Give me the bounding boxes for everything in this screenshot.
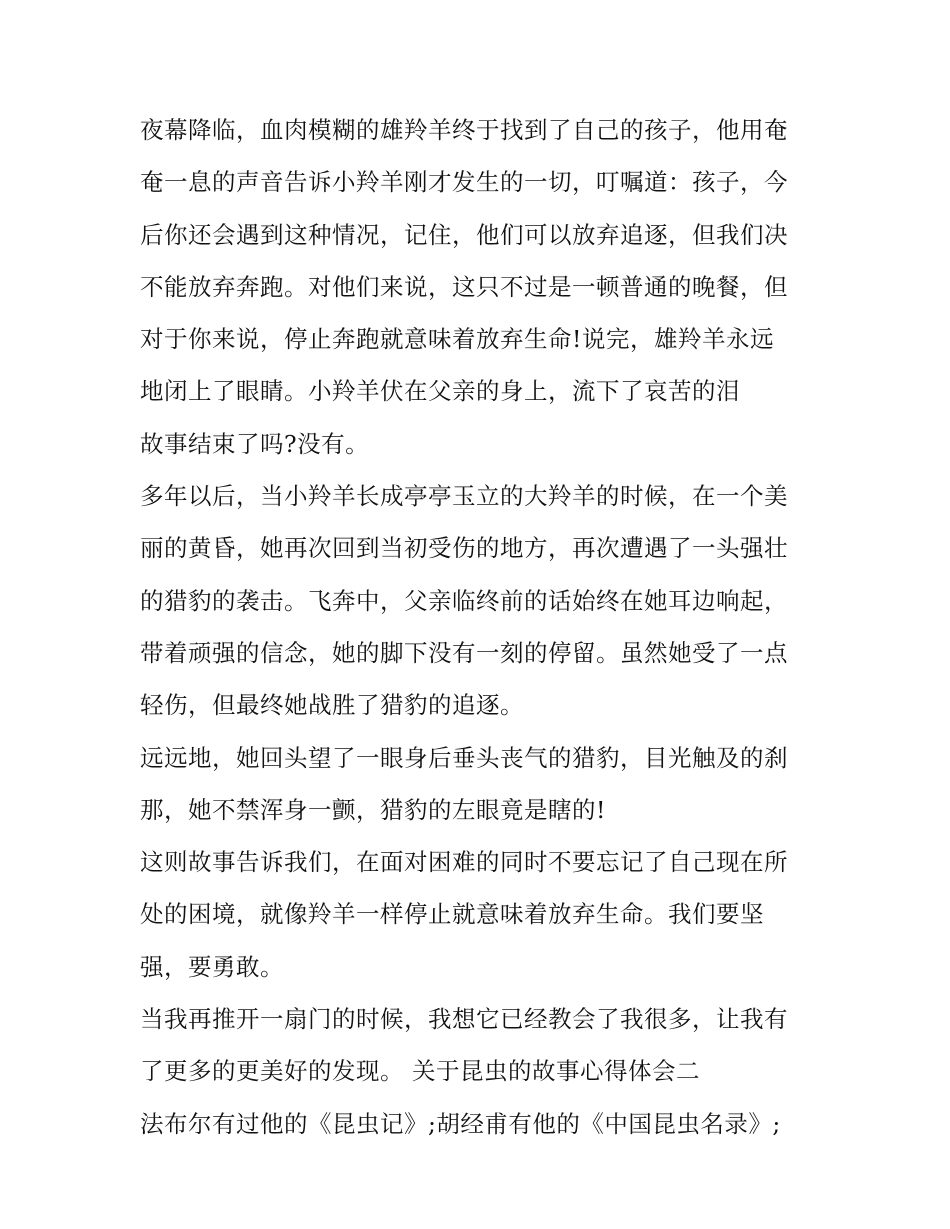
text-line: 当我再推开一扇门的时候，我想它已经教会了我很多，让我有 (140, 1005, 788, 1034)
text-line: 夜幕降临，血肉模糊的雄羚羊终于找到了自己的孩子，他用奄 (140, 116, 788, 144)
text-line: 奄一息的声音告诉小羚羊刚才发生的一切，叮嘱道：孩子，今 (140, 168, 788, 197)
text-line: 不能放弃奔跑。对他们来说，这只不过是一顿普通的晚餐，但 (140, 272, 788, 301)
text-line: 法布尔有过他的《昆虫记》;胡经甫有他的《中国昆虫名录》; (140, 1109, 781, 1138)
text-line: 故事结束了吗?没有。 (140, 429, 370, 458)
text-line: 丽的黄昏，她再次回到当初受伤的地方，再次遭遇了一头强壮 (140, 534, 788, 563)
text-line: 强，要勇敢。 (140, 952, 284, 981)
text-line: 了更多的更美好的发现。 关于昆虫的故事心得体会二 (140, 1057, 700, 1086)
text-line: 远远地，她回头望了一眼身后垂头丧气的猎豹，目光触及的刹 (140, 743, 788, 772)
document-body (140, 104, 820, 1150)
text-line: 后你还会遇到这种情况，记住，他们可以放弃追逐，但我们决 (140, 220, 788, 249)
text-line: 的猎豹的袭击。飞奔中，父亲临终前的话始终在她耳边响起， (140, 586, 788, 615)
text-line: 轻伤，但最终她战胜了猎豹的追逐。 (140, 691, 524, 720)
text-line: 对于你来说，停止奔跑就意味着放弃生命!说完，雄羚羊永远 (140, 325, 774, 354)
text-line: 处的困境，就像羚羊一样停止就意味着放弃生命。我们要坚 (140, 900, 764, 929)
text-line: 那，她不禁浑身一颤，猎豹的左眼竟是瞎的! (140, 795, 606, 824)
text-line: 带着顽强的信念，她的脚下没有一刻的停留。虽然她受了一点 (140, 638, 788, 667)
text-line: 地闭上了眼睛。小羚羊伏在父亲的身上，流下了哀苦的泪 (140, 377, 740, 406)
text-line: 多年以后，当小羚羊长成亭亭玉立的大羚羊的时候，在一个美 (140, 482, 788, 511)
text-line: 这则故事告诉我们，在面对困难的同时不要忘记了自己现在所 (140, 848, 788, 877)
